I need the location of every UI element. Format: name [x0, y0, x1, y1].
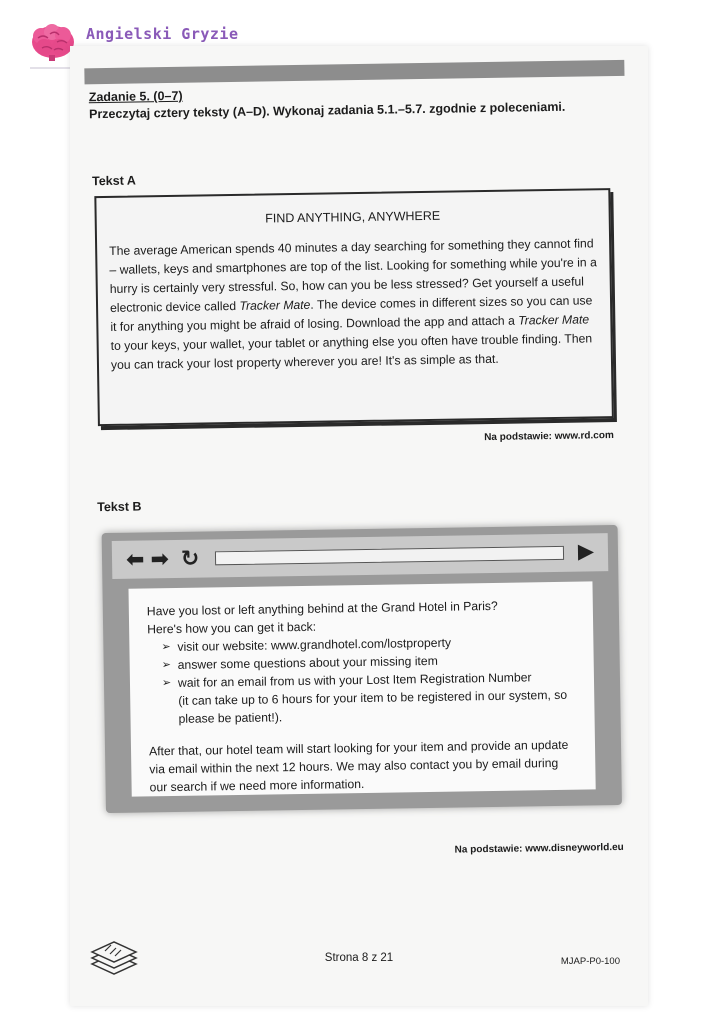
go-icon — [578, 544, 594, 560]
text-b-intro-2: Here's how you can get it back: — [147, 619, 317, 637]
browser-window — [102, 525, 622, 813]
list-item: ➢ visit our website: www.grandhotel.com/lostproperty — [161, 632, 575, 657]
text-a-part2: . The device comes in different sizes so you can use it for anything you might be afraid of losing. Download the app and attach a — [110, 293, 593, 334]
text-a-box — [94, 188, 614, 426]
text-b-source: Na podstawie: www.disneyworld.eu — [454, 841, 624, 856]
text-b-intro-1: Have you lost or left anything behind at the Grand Hotel in Paris? — [146, 598, 498, 619]
url-bar — [215, 546, 564, 565]
browser-toolbar — [112, 533, 609, 579]
header-divider — [30, 67, 70, 69]
refresh-icon: ↻ — [180, 545, 200, 571]
task-header-bar — [84, 60, 624, 84]
exam-code: MJAP-P0-100 — [560, 956, 620, 967]
back-arrow-icon: ⬅ — [125, 546, 145, 572]
text-a-label: Tekst A — [91, 173, 136, 189]
text-a-body — [109, 234, 599, 375]
text-b-content — [128, 581, 595, 796]
list-item: ➢ answer some questions about your missing item — [162, 650, 576, 675]
task-instruction: Przeczytaj cztery teksty (A–D). Wykonaj zadania 5.1.–5.7. zgodnie z poleceniami. — [88, 99, 566, 122]
text-a-part3: to your keys, your wallet, your tablet or anything else you often have trouble finding. Then you can track your lost property wherever you are! It's as simple as that. — [110, 331, 593, 372]
text-a-part1: The average American spends 40 minutes a day searching for something they cannot find – wallets, keys and smartphones are top of the list. Looking for something while you're in a hurry is certainly very stressful. So, how can you be less stressed? Get yourself a useful electronic device called — [109, 236, 597, 315]
text-b-note: (it can take up to 6 hours for your item to be registered in our system, so please be patient!). — [178, 687, 568, 726]
exam-page-content — [70, 46, 648, 1006]
brand-title: Angielski Gryzie — [86, 25, 239, 43]
text-b-label: Tekst B — [97, 499, 142, 515]
text-a-source: Na podstawie: www.rd.com — [484, 430, 614, 444]
text-b-steps — [161, 632, 576, 692]
text-a-title: FIND ANYTHING, ANYWHERE — [265, 208, 441, 226]
page-number: Strona 8 z 21 — [324, 952, 394, 964]
task-label: Zadanie 5. (0–7) — [88, 88, 183, 105]
text-a-product-2: Tracker Mate — [518, 312, 590, 328]
text-b-after: After that, our hotel team will start looking for your item and provide an update via email within the next 12 hours. We may also contact you by email during our search if we need more information. — [148, 737, 569, 795]
text-a-product-1: Tracker Mate — [239, 297, 311, 313]
forward-arrow-icon: ➡ — [150, 546, 170, 572]
list-item: ➢ wait for an email from us with your Lost Item Registration Number — [162, 668, 576, 693]
exam-page — [70, 46, 648, 1006]
